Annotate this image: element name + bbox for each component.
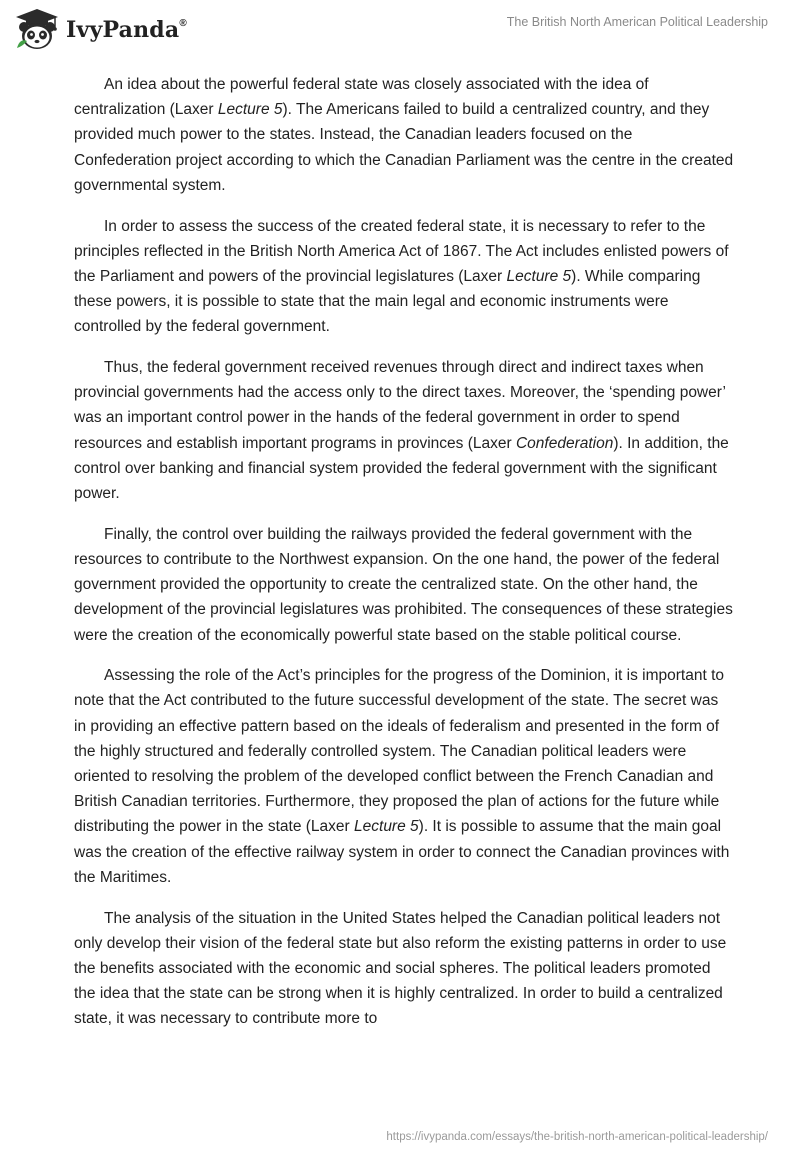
paragraph: Assessing the role of the Act’s principles for the progress of the Dominion, it is important to note that the Act contributed to the future successful development of the state. The secret was in providing an effective pattern based on the ideals of federalism and presented in the form of the highly structured and federally controlled system. The Canadian political leaders were oriented to resolving the problem of the developed conflict between the French Canadian and British Canadian territories. Furthermore, they proposed the plan of actions for the future while distributing the power in the state (Laxer Lecture 5). It is possible to assume that the main goal was the creation of the effective railway system in order to connect the Canadian provinces with the Maritimes.: [74, 667, 730, 886]
document-title: The British North American Political Leadership: [506, 15, 768, 29]
paragraph: In order to assess the success of the created federal state, it is necessary to refer to the principles reflected in the British North America Act of 1867. The Act includes enlisted powers of the Parliament and powers of the provincial legislatures (Laxer Lecture 5). While comparing these powers, it is possible to state that the main legal and economic instruments were controlled by the federal government.: [74, 217, 729, 336]
brand-name: IvyPanda®: [66, 17, 187, 43]
registered-mark: ®: [179, 17, 187, 29]
source-url[interactable]: https://ivypanda.com/essays/the-british-north-american-political-leadership/: [386, 1131, 768, 1143]
citation-title: Lecture 5: [217, 101, 283, 119]
paragraph: An idea about the powerful federal state was closely associated with the idea of centralization (Laxer Lecture 5). The Americans failed to build a centralized country, and they provided much power to the states. Instead, the Canadian leaders focused on the Confederation project according to which the Canadian Parliament was the centre in the created governmental system.: [74, 76, 734, 194]
paragraph: Finally, the control over building the railways provided the federal government with the resources to contribute to the Northwest expansion. On the one hand, the power of the federal government provided the opportunity to create the centralized state. On the other hand, the development of the provincial legislatures was prohibited. The consequences of these strategies were the creation of the economically powerful state based on the stable political course.: [74, 525, 733, 644]
ivypanda-logo[interactable]: [14, 8, 187, 50]
page-header: [0, 0, 800, 70]
panda-graduation-cap-icon: [14, 8, 60, 50]
essay-body: [74, 72, 734, 1047]
citation-title: Confederation: [515, 434, 614, 452]
citation-title: Lecture 5: [506, 267, 572, 285]
paragraph: Thus, the federal government received revenues through direct and indirect taxes when provincial governments had the access only to the direct taxes. Moreover, the ‘spending power’ was an important control power in the hands of the federal government in order to spend resources and establish important programs in provinces (Laxer Confederation). In addition, the control over banking and financial system provided the federal government with the significant power.: [74, 359, 729, 503]
citation-title: Lecture 5: [354, 818, 419, 836]
paragraph: The analysis of the situation in the United States helped the Canadian political leaders not only develop their vision of the federal state but also reform the existing patterns in order to use the benefits associated with the economic and social spheres. The political leaders promoted the idea that the state can be strong when it is highly centralized. In order to build a centralized state, it was necessary to contribute more to: [74, 909, 727, 1028]
